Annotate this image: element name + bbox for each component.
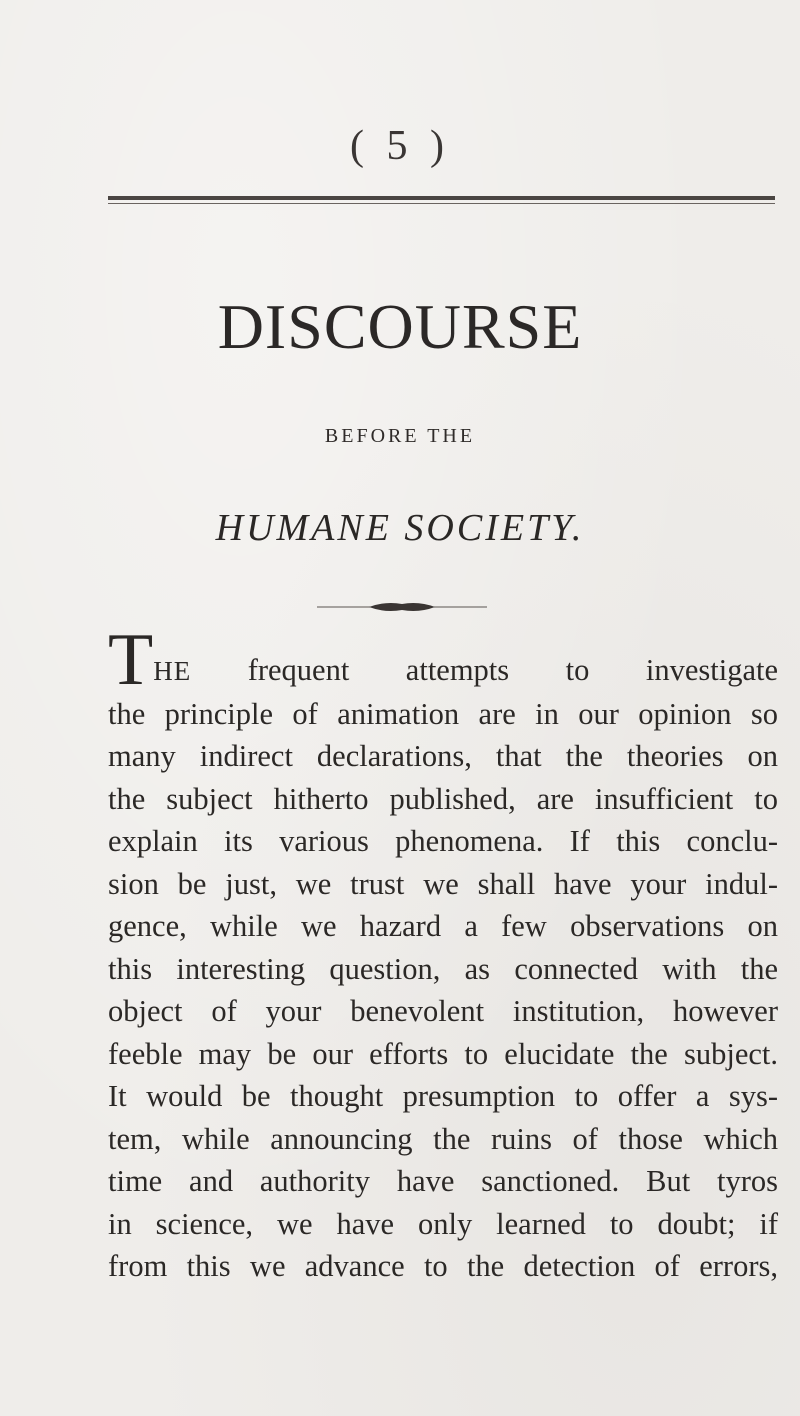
text-line-4: the subject hitherto published, are insufficient to (108, 781, 778, 816)
text-line-8: this interesting question, as connected with the (108, 951, 778, 986)
text-line-5: explain its various phenomena. If this conclu- (108, 824, 778, 858)
text-line-7: gence, while we hazard a few observations on (108, 909, 778, 943)
double-rule-divider (108, 196, 775, 202)
text-line-1-rest: frequent attempts to investigate (191, 653, 778, 687)
text-line-2: the principle of animation are in our opinion so (108, 696, 778, 731)
page-number: ( 5 ) (350, 123, 450, 169)
text-line-1 (108, 619, 778, 701)
text-line-11: It would be thought presumption to offer a sys- (108, 1079, 778, 1113)
text-line-10: feeble may be our efforts to elucidate the subject. (108, 1036, 778, 1071)
text-line-9: object of your benevolent institution, however (108, 994, 778, 1028)
text-line-12: tem, while announcing the ruins of those which (108, 1121, 778, 1156)
drop-cap: T (108, 619, 154, 701)
ornament-divider-icon (317, 600, 487, 614)
text-line-15: from this we advance to the detection of errors, (108, 1249, 778, 1283)
text-line-6: sion be just, we trust we shall have your indul- (108, 866, 778, 901)
text-line-13: time and authority have sanctioned. But tyros (108, 1164, 778, 1198)
text-line-14: in science, we have only learned to doubt; if (108, 1206, 778, 1241)
rule-thin-line (108, 203, 775, 204)
page-title: DISCOURSE (217, 291, 583, 362)
body-paragraph (108, 619, 778, 1288)
text-line-3: many indirect declarations, that the theories on (108, 739, 778, 773)
first-word-caps: HE (153, 656, 192, 686)
subtitle-humane-society: HUMANE SOCIETY. (215, 507, 585, 549)
rule-thick-line (108, 196, 775, 200)
subtitle-before-the: BEFORE THE (324, 425, 476, 447)
